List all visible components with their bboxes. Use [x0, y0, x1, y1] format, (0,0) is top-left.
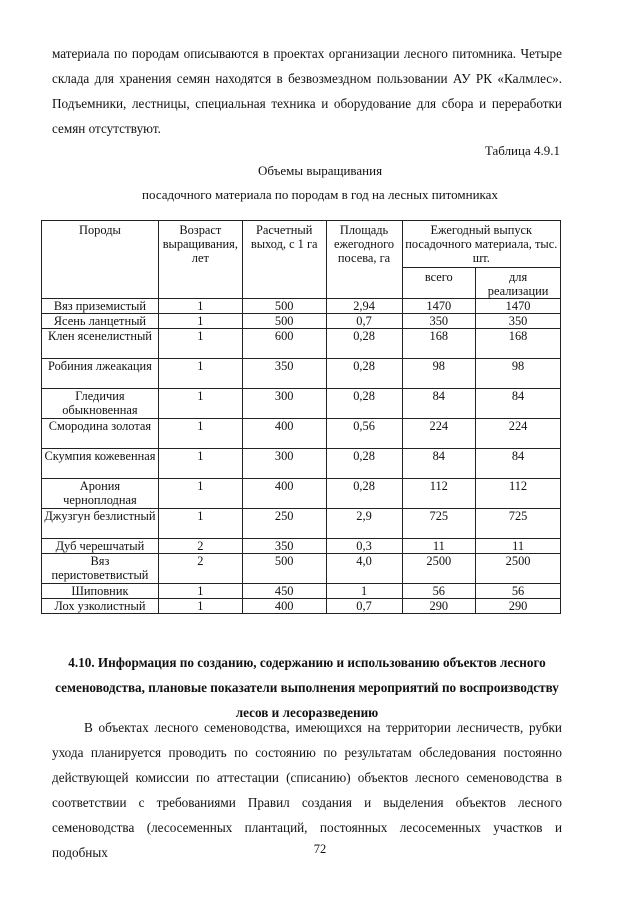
cell-age: 1: [158, 314, 242, 329]
cell-age: 1: [158, 359, 242, 389]
cell-sale: 2500: [476, 554, 561, 584]
cell-species: Робиния лжеакация: [42, 359, 159, 389]
table-row: [42, 449, 561, 479]
header-area: Площадь ежегодного посева, га: [326, 221, 402, 299]
cell-area: 0,7: [326, 599, 402, 614]
table-row: [42, 479, 561, 509]
cell-yield: 400: [242, 599, 326, 614]
cell-yield: 400: [242, 419, 326, 449]
cell-yield: 500: [242, 314, 326, 329]
cell-area: 0,28: [326, 449, 402, 479]
cell-total: 1470: [402, 299, 476, 314]
table-row: [42, 539, 561, 554]
cell-species: Ясень ланцетный: [42, 314, 159, 329]
table-row: [42, 329, 561, 359]
header-output: Ежегодный выпуск посадочного материала, тыс. шт.: [402, 221, 561, 268]
cell-area: 0,28: [326, 479, 402, 509]
table-title-line-1: Объемы выращивания: [257, 163, 383, 178]
cell-area: 2,94: [326, 299, 402, 314]
cell-species: Джузгун безлистный: [42, 509, 159, 539]
seedling-volume-table: [41, 220, 561, 614]
cell-yield: 500: [242, 554, 326, 584]
cell-species: Арония черноплодная: [42, 479, 159, 509]
cell-yield: 400: [242, 479, 326, 509]
cell-yield: 300: [242, 389, 326, 419]
table-row: [42, 299, 561, 314]
cell-sale: 224: [476, 419, 561, 449]
cell-total: 350: [402, 314, 476, 329]
table-row: [42, 509, 561, 539]
table-row: [42, 554, 561, 584]
cell-yield: 450: [242, 584, 326, 599]
cell-total: 56: [402, 584, 476, 599]
cell-age: 1: [158, 329, 242, 359]
cell-sale: 112: [476, 479, 561, 509]
table-title-line-2: посадочного материала по породам в год на лесных питомниках: [142, 187, 498, 202]
cell-total: 725: [402, 509, 476, 539]
cell-area: 0,28: [326, 389, 402, 419]
cell-total: 168: [402, 329, 476, 359]
cell-area: 1: [326, 584, 402, 599]
cell-age: 2: [158, 554, 242, 584]
cell-total: 224: [402, 419, 476, 449]
cell-age: 1: [158, 419, 242, 449]
page-number: 72: [313, 842, 327, 856]
table-row: [42, 389, 561, 419]
cell-total: 98: [402, 359, 476, 389]
header-species: Породы: [42, 221, 159, 299]
table-row: [42, 359, 561, 389]
cell-age: 2: [158, 539, 242, 554]
cell-area: 0,28: [326, 329, 402, 359]
cell-sale: 98: [476, 359, 561, 389]
cell-age: 1: [158, 509, 242, 539]
table-row: [42, 599, 561, 614]
cell-species: Дуб черешчатый: [42, 539, 159, 554]
cell-total: 84: [402, 389, 476, 419]
cell-sale: 290: [476, 599, 561, 614]
cell-sale: 56: [476, 584, 561, 599]
cell-age: 1: [158, 449, 242, 479]
cell-age: 1: [158, 599, 242, 614]
cell-yield: 350: [242, 539, 326, 554]
cell-total: 2500: [402, 554, 476, 584]
cell-species: Смородина золотая: [42, 419, 159, 449]
cell-total: 84: [402, 449, 476, 479]
cell-species: Клен ясенелистный: [42, 329, 159, 359]
cell-area: 4,0: [326, 554, 402, 584]
table-number: Таблица 4.9.1: [484, 143, 560, 158]
cell-age: 1: [158, 299, 242, 314]
cell-total: 112: [402, 479, 476, 509]
cell-species: Вяз приземистый: [42, 299, 159, 314]
cell-species: Гледичия обыкновенная: [42, 389, 159, 419]
header-for-sale: для реализации: [476, 268, 561, 299]
cell-age: 1: [158, 584, 242, 599]
cell-yield: 600: [242, 329, 326, 359]
cell-total: 11: [402, 539, 476, 554]
cell-species: Скумпия кожевенная: [42, 449, 159, 479]
cell-species: Вяз перистоветвистый: [42, 554, 159, 584]
cell-species: Шиповник: [42, 584, 159, 599]
header-age: Возраст выращивания, лет: [158, 221, 242, 299]
cell-sale: 350: [476, 314, 561, 329]
cell-sale: 1470: [476, 299, 561, 314]
cell-area: 0,7: [326, 314, 402, 329]
intro-paragraph: материала по породам описываются в проектах организации лесного питомника. Четыре склада для хранения семян находятся в безвозмездном пользовании АУ РК «Калмлес». Подъемники, лестницы, специальная техника и оборудование для сбора и переработки семян отсутствуют.: [52, 46, 562, 136]
header-total: всего: [402, 268, 476, 299]
cell-sale: 84: [476, 389, 561, 419]
cell-sale: 11: [476, 539, 561, 554]
cell-area: 0,3: [326, 539, 402, 554]
cell-sale: 168: [476, 329, 561, 359]
table-row: [42, 419, 561, 449]
cell-area: 0,56: [326, 419, 402, 449]
section-paragraph: В объектах лесного семеноводства, имеющихся на территории лесничеств, рубки ухода планируется проводить по состоянию по результатам обследования постоянно действующей комиссии по аттестации (списанию) объектов лесного семеноводства в соответствии с требованиями Правил создания и выделения объектов лесного семеноводства (лесосеменных плантаций, постоянных лесосеменных участков и подобных: [52, 720, 562, 860]
cell-sale: 725: [476, 509, 561, 539]
cell-total: 290: [402, 599, 476, 614]
cell-species: Лох узколистный: [42, 599, 159, 614]
cell-age: 1: [158, 389, 242, 419]
cell-yield: 300: [242, 449, 326, 479]
cell-yield: 500: [242, 299, 326, 314]
table-row: [42, 314, 561, 329]
header-yield: Расчетный выход, с 1 га: [242, 221, 326, 299]
cell-age: 1: [158, 479, 242, 509]
table-row: [42, 584, 561, 599]
section-heading: 4.10. Информация по созданию, содержанию и использованию объектов лесного семеноводства, плановые показатели выполнения мероприятий по воспроизводству лесов и лесоразведению: [55, 655, 559, 720]
cell-yield: 250: [242, 509, 326, 539]
cell-yield: 350: [242, 359, 326, 389]
cell-area: 2,9: [326, 509, 402, 539]
table-body: [42, 299, 561, 614]
cell-area: 0,28: [326, 359, 402, 389]
cell-sale: 84: [476, 449, 561, 479]
